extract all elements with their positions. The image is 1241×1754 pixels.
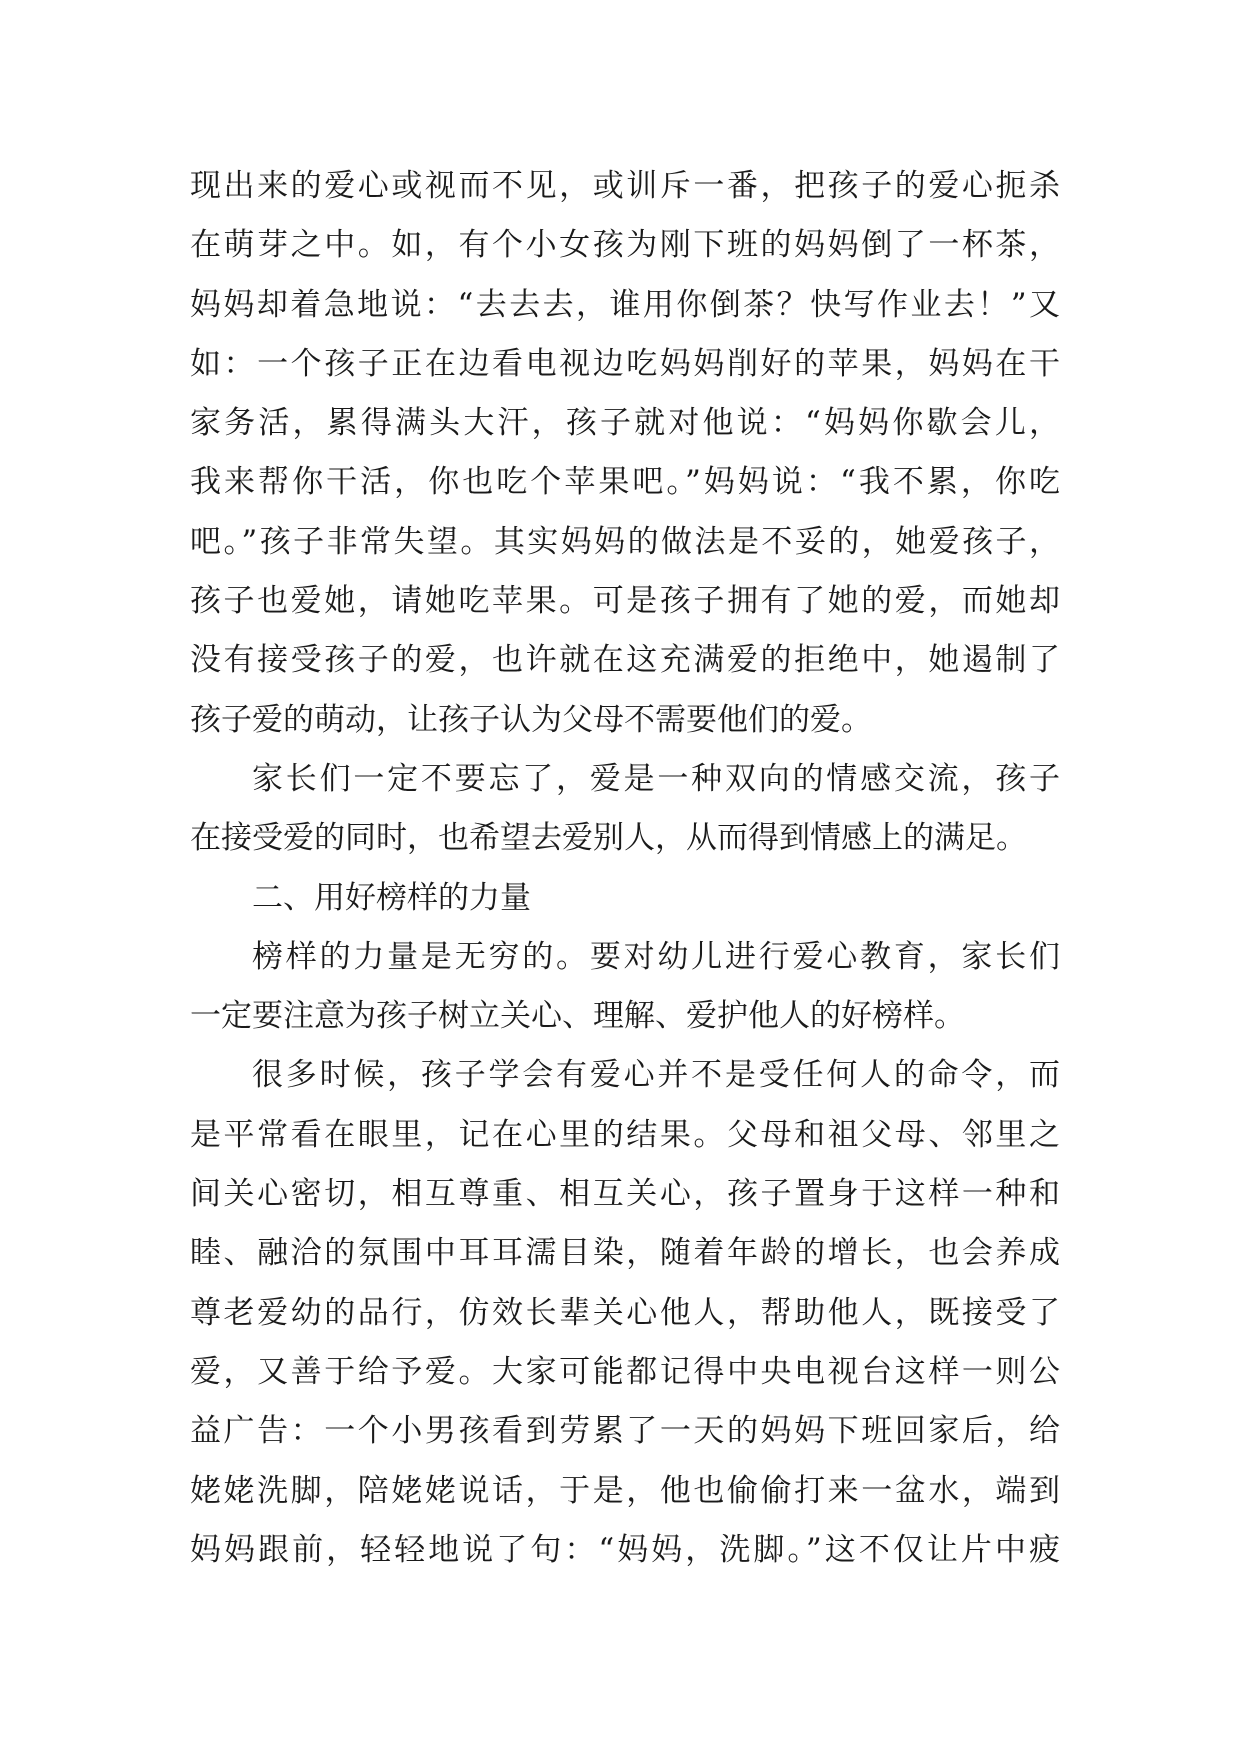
text-line: 很多时候，孩子学会有爱心并不是受任何人的命令，而 bbox=[252, 1057, 1060, 1094]
document-body bbox=[190, 157, 1060, 1580]
text-line: 家务活，累得满头大汗，孩子就对他说：“妈妈你歇会儿， bbox=[190, 405, 1060, 442]
text-line: 妈妈跟前，轻轻地说了句：“妈妈，洗脚。”这不仅让片中疲 bbox=[190, 1531, 1060, 1568]
text-line: 姥姥洗脚，陪姥姥说话，于是，他也偷偷打来一盆水，端到 bbox=[190, 1472, 1060, 1509]
text-line: 在接受爱的同时，也希望去爱别人，从而得到情感上的满足。 bbox=[190, 820, 1027, 857]
text-line: 孩子爱的萌动，让孩子认为父母不需要他们的爱。 bbox=[190, 701, 872, 738]
text-line: 睦、融洽的氛围中耳耳濡目染，随着年龄的增长，也会养成 bbox=[190, 1235, 1060, 1272]
text-line: 没有接受孩子的爱，也许就在这充满爱的拒绝中，她遏制了 bbox=[190, 642, 1060, 679]
text-line: 爱，又善于给予爱。大家可能都记得中央电视台这样一则公 bbox=[190, 1353, 1060, 1390]
text-line: 益广告：一个小男孩看到劳累了一天的妈妈下班回家后，给 bbox=[190, 1413, 1060, 1450]
text-line: 家长们一定不要忘了，爱是一种双向的情感交流，孩子 bbox=[252, 760, 1060, 797]
text-line: 妈妈却着急地说：“去去去，谁用你倒茶？快写作业去！”又 bbox=[190, 286, 1060, 323]
text-line: 我来帮你干活，你也吃个苹果吧。”妈妈说：“我不累，你吃 bbox=[190, 464, 1060, 501]
text-line: 间关心密切，相互尊重、相互关心，孩子置身于这样一种和 bbox=[190, 1176, 1060, 1213]
section-heading: 二、用好榜样的力量 bbox=[252, 879, 531, 916]
text-line: 尊老爱幼的品行，仿效长辈关心他人，帮助他人，既接受了 bbox=[190, 1294, 1060, 1331]
text-line: 孩子也爱她，请她吃苹果。可是孩子拥有了她的爱，而她却 bbox=[190, 583, 1060, 620]
text-line: 吧。”孩子非常失望。其实妈妈的做法是不妥的，她爱孩子， bbox=[190, 523, 1060, 560]
text-line: 如：一个孩子正在边看电视边吃妈妈削好的苹果，妈妈在干 bbox=[190, 345, 1060, 382]
text-line: 榜样的力量是无穷的。要对幼儿进行爱心教育，家长们 bbox=[252, 938, 1060, 975]
text-line: 现出来的爱心或视而不见，或训斥一番，把孩子的爱心扼杀 bbox=[190, 168, 1060, 204]
text-line: 是平常看在眼里，记在心里的结果。父母和祖父母、邻里之 bbox=[190, 1116, 1060, 1153]
text-line: 一定要注意为孩子树立关心、理解、爱护他人的好榜样。 bbox=[190, 998, 965, 1035]
text-line: 在萌芽之中。如，有个小女孩为刚下班的妈妈倒了一杯茶， bbox=[190, 227, 1060, 264]
